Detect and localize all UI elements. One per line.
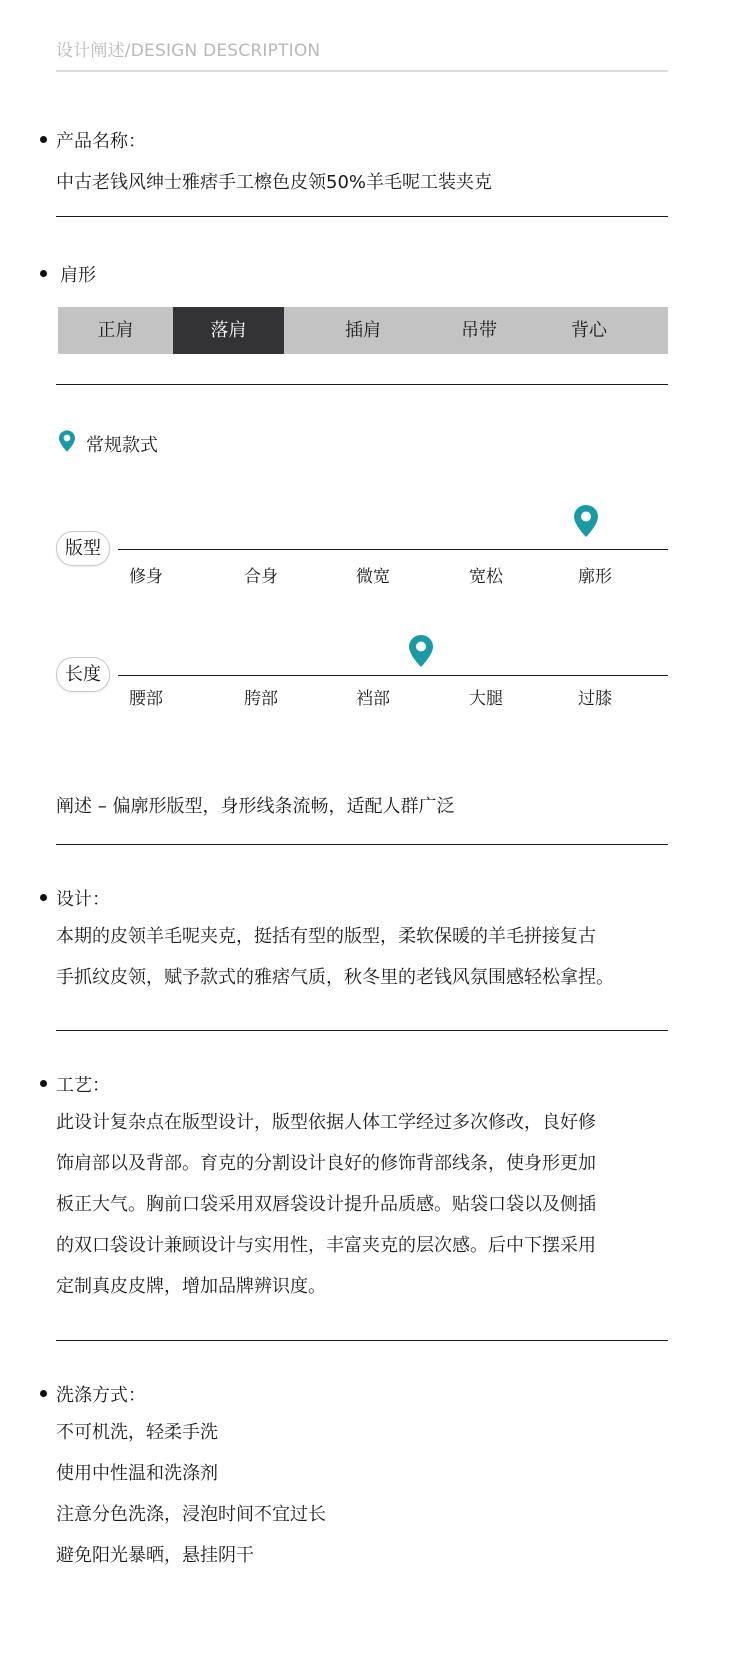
- length-tick: 腰部: [129, 689, 163, 709]
- description-text: 阐述 – 偏廓形版型，身形线条流畅，适配人群广泛: [56, 796, 455, 817]
- length-tick: 大腿: [469, 689, 503, 709]
- washing-label: 洗涤方式：: [56, 1385, 146, 1406]
- fit-tick: 合身: [244, 567, 278, 587]
- fit-tick: 修身: [129, 567, 163, 587]
- fit-scale-line: [118, 549, 668, 550]
- tab-zheng-jian[interactable]: 正肩: [97, 320, 134, 341]
- craft-line: 此设计复杂点在版型设计，版型依据人体工学经过多次修改，良好修: [56, 1112, 596, 1133]
- washing-text: [56, 1412, 668, 1576]
- divider: [56, 1030, 668, 1031]
- shoulder-label: 肩形: [60, 265, 96, 286]
- design-line: 手抓纹皮领，赋予款式的雅痞气质，秋冬里的老钱风氛围感轻松拿捏。: [56, 967, 614, 988]
- product-name-value: 中古老钱风绅士雅痞手工檫色皮领50%羊毛呢工装夹克: [56, 172, 493, 193]
- divider: [56, 1340, 668, 1341]
- product-name-label: 产品名称：: [56, 131, 146, 152]
- length-scale-line: [118, 675, 668, 676]
- craft-label: 工艺：: [56, 1075, 110, 1096]
- bullet-icon: [40, 136, 47, 143]
- washing-line: 不可机洗，轻柔手洗: [56, 1422, 218, 1443]
- header-divider: [56, 70, 668, 72]
- tab-diao-dai[interactable]: 吊带: [461, 320, 497, 341]
- divider: [56, 844, 668, 845]
- tab-bei-xin[interactable]: 背心: [571, 320, 607, 341]
- bullet-icon: [40, 1390, 47, 1397]
- length-tick: 过膝: [578, 689, 612, 709]
- length-tick: 裆部: [356, 689, 390, 709]
- bullet-icon: [40, 1080, 47, 1087]
- washing-line: 使用中性温和洗涤剂: [56, 1463, 218, 1484]
- craft-text: [56, 1102, 668, 1307]
- washing-line: 注意分色洗涤，浸泡时间不宜过长: [56, 1504, 326, 1525]
- bullet-icon: [40, 270, 47, 277]
- tab-luo-jian[interactable]: 落肩: [173, 307, 284, 354]
- location-pin-icon: [59, 430, 75, 452]
- fit-scale-label: 版型: [56, 531, 110, 566]
- style-label: 常规款式: [86, 435, 158, 456]
- shoulder-tabs: [58, 307, 668, 354]
- fit-tick: 廓形: [578, 567, 612, 587]
- section-header-title: 设计阐述/DESIGN DESCRIPTION: [56, 41, 321, 61]
- fit-marker-pin-icon: [574, 505, 598, 537]
- length-tick: 胯部: [244, 689, 278, 709]
- bullet-icon: [40, 894, 47, 901]
- design-text: [56, 916, 668, 998]
- length-scale-label: 长度: [56, 657, 110, 692]
- craft-line: 定制真皮皮牌，增加品牌辨识度。: [56, 1276, 326, 1297]
- design-line: 本期的皮领羊毛呢夹克，挺括有型的版型，柔软保暖的羊毛拼接复古: [56, 926, 596, 947]
- craft-line: 饰肩部以及背部。育克的分割设计良好的修饰背部线条，使身形更加: [56, 1153, 596, 1174]
- length-marker-pin-icon: [409, 635, 433, 667]
- divider: [56, 384, 668, 385]
- craft-line: 的双口袋设计兼顾设计与实用性，丰富夹克的层次感。后中下摆采用: [56, 1235, 596, 1256]
- fit-tick: 宽松: [469, 567, 503, 587]
- washing-line: 避免阳光暴晒，悬挂阴干: [56, 1545, 254, 1566]
- fit-tick: 微宽: [356, 567, 390, 587]
- craft-line: 板正大气。胸前口袋采用双唇袋设计提升品质感。贴袋口袋以及侧插: [56, 1194, 596, 1215]
- tab-cha-jian[interactable]: 插肩: [345, 320, 381, 341]
- design-label: 设计：: [56, 889, 110, 910]
- divider: [56, 216, 668, 217]
